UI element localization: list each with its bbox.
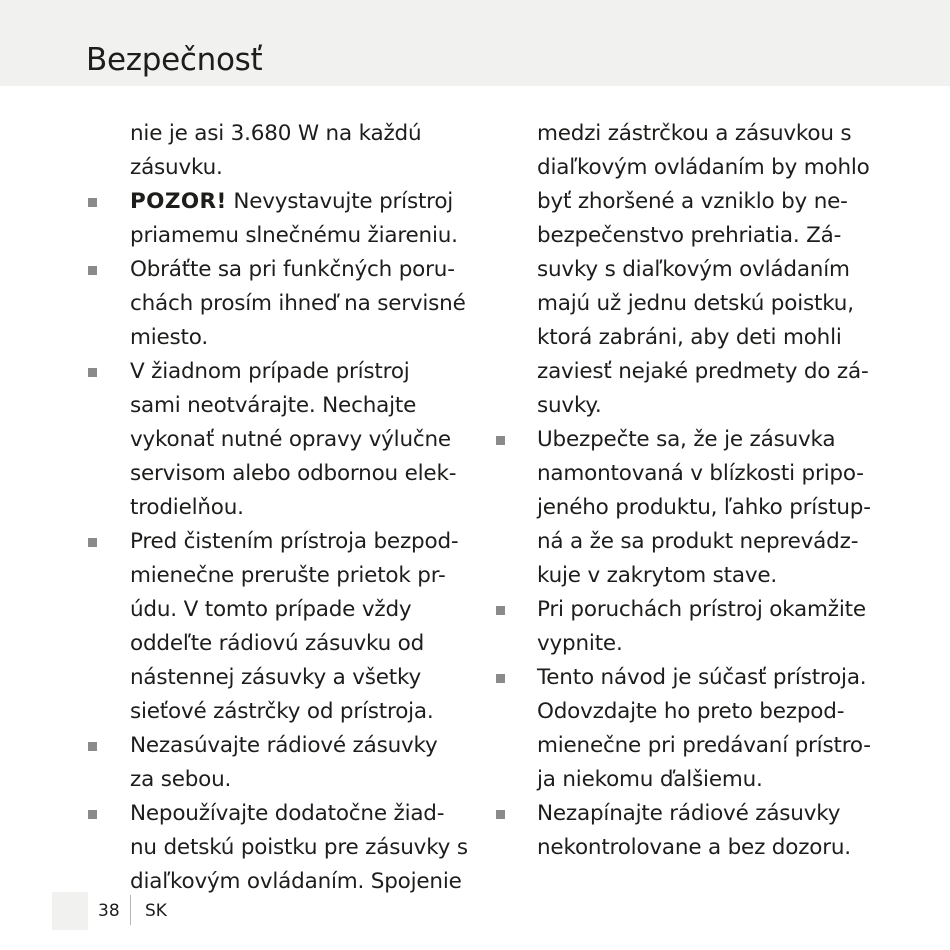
text-line: zásuvku. xyxy=(130,155,223,180)
bullet-icon xyxy=(496,810,505,819)
bullet-icon xyxy=(88,538,97,547)
text-line: mienečne pri predávaní prístro- xyxy=(537,733,871,758)
text-line: V žiadnom prípade prístroj xyxy=(130,359,410,384)
text-line: ktorá zabráni, aby deti mohli xyxy=(537,325,842,350)
text-line: trodielňou. xyxy=(130,495,244,520)
warning-label: POZOR! xyxy=(130,189,227,214)
text-line: Nepoužívajte dodatočne žiad- xyxy=(130,801,445,826)
text-line: suvky s diaľkovým ovládaním xyxy=(537,257,850,282)
text-line: Nezapínajte rádiové zásuvky xyxy=(537,801,841,826)
text-line: údu. V tomto prípade vždy xyxy=(130,597,412,622)
bullet-icon xyxy=(88,810,97,819)
bullet-icon xyxy=(496,436,505,445)
text-line: priamemu slnečnému žiareniu. xyxy=(130,223,458,248)
text-line: majú už jednu detskú poistku, xyxy=(537,291,854,316)
text-line: nekontrolovane a bez dozoru. xyxy=(537,835,851,860)
text-line: vykonať nutné opravy výlučne xyxy=(130,427,451,452)
text-line: Odovzdajte ho preto bezpod- xyxy=(537,699,845,724)
text-line: Pri poruchách prístroj okamžite xyxy=(537,597,866,622)
bullet-icon xyxy=(88,368,97,377)
text-line: vypnite. xyxy=(537,631,623,656)
text-line: Ubezpečte sa, že je zásuvka xyxy=(537,427,836,452)
text-line: miesto. xyxy=(130,325,208,350)
text-line: ja niekomu ďalšiemu. xyxy=(537,767,763,792)
footer-marker xyxy=(52,892,88,930)
text-line: byť zhoršené a vzniklo by ne- xyxy=(537,189,848,214)
text-line: kuje v zakrytom stave. xyxy=(537,563,778,588)
text-line: namontovaná v blízkosti pripo- xyxy=(537,461,864,486)
bullet-icon xyxy=(88,742,97,751)
text-line: diaľkovým ovládaním. Spojenie xyxy=(130,869,462,894)
text-line: bezpečenstvo prehriatia. Zá- xyxy=(537,223,842,248)
bullet-icon xyxy=(496,674,505,683)
text-line: suvky. xyxy=(537,393,602,418)
page-number: 38 xyxy=(98,901,120,921)
text-line: Pred čistením prístroja bezpod- xyxy=(130,529,459,554)
footer-divider xyxy=(130,895,131,925)
text-line: diaľkovým ovládaním by mohlo xyxy=(537,155,870,180)
text-line: za sebou. xyxy=(130,767,232,792)
text-line: servisom alebo odbornou elek- xyxy=(130,461,457,486)
text-line: medzi zástrčkou a zásuvkou s xyxy=(537,121,852,146)
text-line xyxy=(130,185,453,219)
text-line: mienečne prerušte prietok pr- xyxy=(130,563,446,588)
text-line: nie je asi 3.680 W na každú xyxy=(130,121,422,146)
text-line: Obráťte sa pri funkčných poru- xyxy=(130,257,455,282)
bullet-icon xyxy=(88,198,97,207)
text-line: Tento návod je súčasť prístroja. xyxy=(537,665,867,690)
text-line: ná a že sa produkt neprevádz- xyxy=(537,529,859,554)
bullet-icon xyxy=(496,606,505,615)
text-fragment: Nevystavujte prístroj xyxy=(233,189,454,214)
bullet-icon xyxy=(88,266,97,275)
text-line: oddeľte rádiovú zásuvku od xyxy=(130,631,425,656)
language-code: SK xyxy=(145,901,167,921)
text-line: nu detskú poistku pre zásuvky s xyxy=(130,835,468,860)
text-line: jeného produktu, ľahko prístup- xyxy=(537,495,871,520)
page-title: Bezpečnosť xyxy=(86,42,263,78)
text-line: sieťové zástrčky od prístroja. xyxy=(130,699,434,724)
text-line: nástennej zásuvky a všetky xyxy=(130,665,422,690)
text-line: sami neotvárajte. Nechajte xyxy=(130,393,417,418)
text-line: chách prosím ihneď na servisné xyxy=(130,291,466,316)
text-line: zaviesť nejaké predmety do zá- xyxy=(537,359,869,384)
text-line: Nezasúvajte rádiové zásuvky xyxy=(130,733,438,758)
